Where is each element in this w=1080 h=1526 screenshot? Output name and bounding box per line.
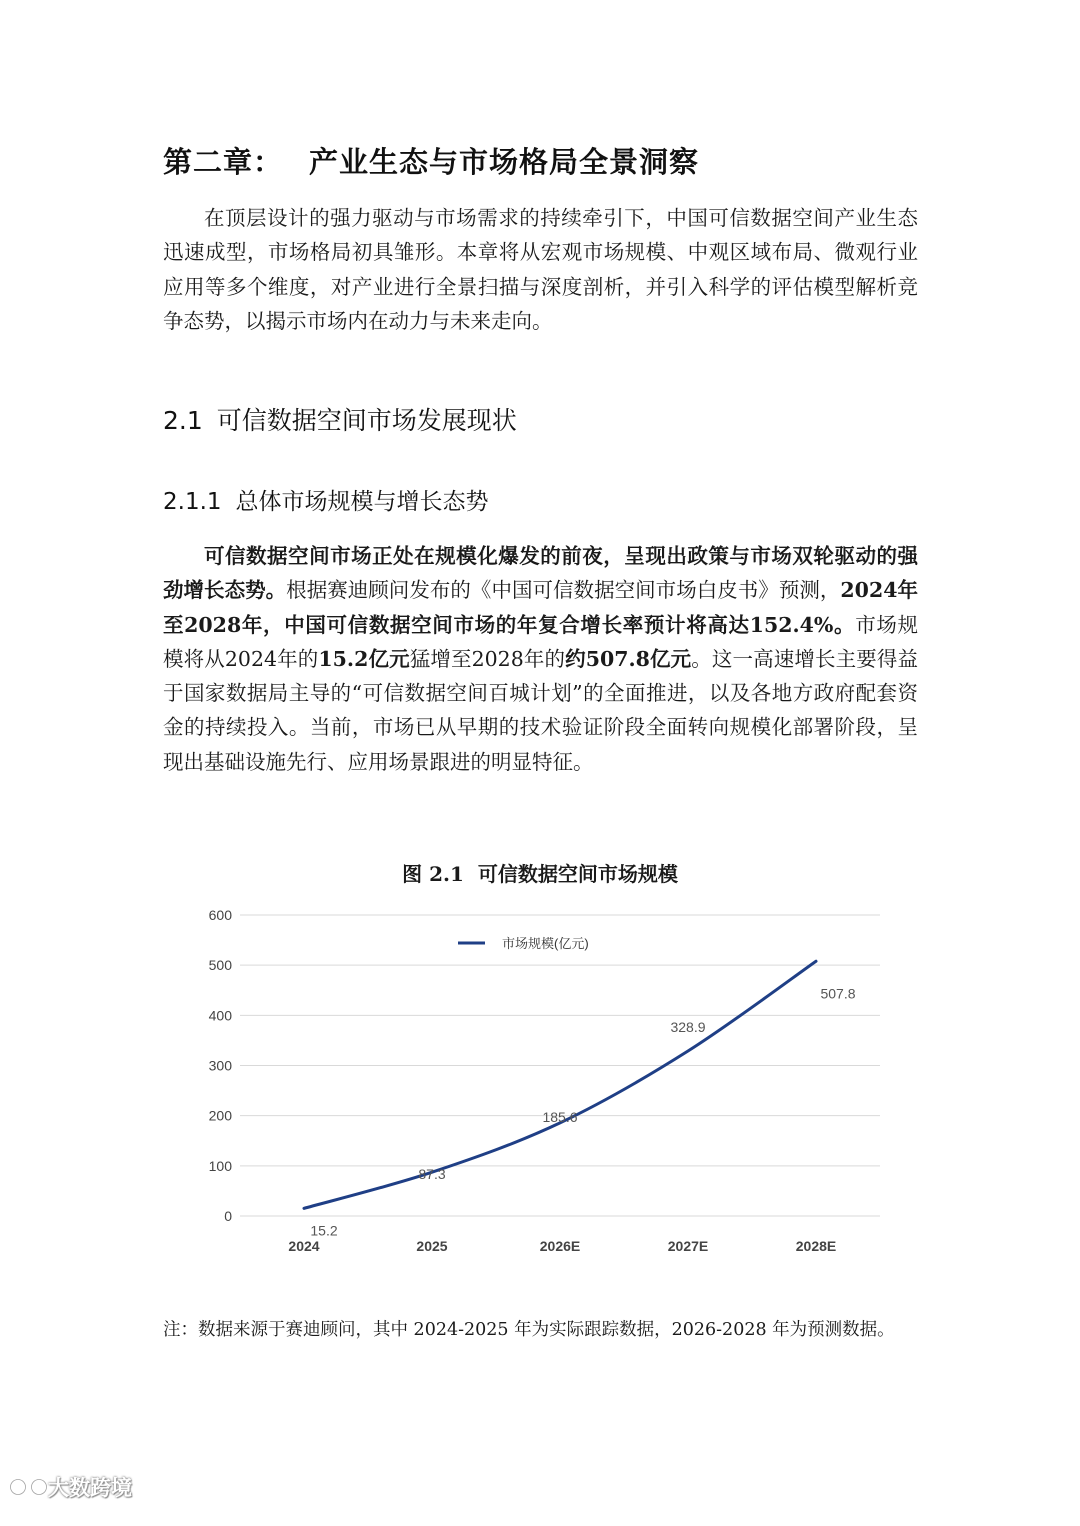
chapter-name: 产业生态与市场格局全景洞察 xyxy=(309,145,700,179)
y-tick-label: 600 xyxy=(208,907,232,923)
intro-paragraph: 在顶层设计的强力驱动与市场需求的持续牵引下，中国可信数据空间产业生态迅速成型，市场格局初具雏形。本章将从宏观市场规模、中观区域布局、微观行业应用等多个维度，对产业进行全景扫描与深度剖析，并引入科学的评估模型解析竞争态势，以揭示市场内在动力与未来走向。 xyxy=(163,206,918,333)
body-paragraph xyxy=(163,539,918,779)
figure-number: 图 2.1 xyxy=(402,862,464,886)
chart-x-axis xyxy=(288,1238,836,1254)
chart-legend xyxy=(458,936,589,951)
legend-label: 市场规模(亿元) xyxy=(502,936,589,951)
x-tick-label: 2028E xyxy=(795,1238,837,1254)
market-size-line-chart xyxy=(180,895,900,1270)
chart-series xyxy=(304,961,816,1208)
x-tick-label: 2025 xyxy=(416,1238,448,1254)
y-tick-label: 200 xyxy=(208,1107,232,1124)
y-tick-label: 500 xyxy=(208,957,232,974)
subsection-title xyxy=(163,483,489,516)
section-name: 可信数据空间市场发展现状 xyxy=(216,406,517,435)
series-line-market-size xyxy=(304,961,816,1208)
y-tick-label: 300 xyxy=(208,1057,232,1074)
body-text-2: 根据赛迪顾问发布的《中国可信数据空间市场白皮书》预测， xyxy=(286,578,841,603)
body-text-5: 。这一高速增长主要得益于国家数据局主导的“可信数据空间百城计划”的全面推进，以及各地方政府配套资金的持续投入。当前，市场已从早期的技术验证阶段全面转向规模化部署阶段，呈现出基础设施先行、应用场景跟进的明显特征。 xyxy=(163,646,919,774)
x-tick-label: 2026E xyxy=(539,1238,581,1254)
figure-title: 可信数据空间市场规模 xyxy=(477,862,678,886)
chart-y-axis xyxy=(209,907,233,1224)
y-tick-label: 100 xyxy=(208,1157,232,1174)
subsection-name: 总体市场规模与增长态势 xyxy=(235,489,489,515)
section-title xyxy=(163,401,517,437)
chapter-number: 第二章： xyxy=(163,145,284,179)
body-bold-lead: 可信数据空间市场正处在规模化爆发的前夜，呈现出政策与市场双轮驱动的强劲增长态势。 xyxy=(163,544,918,603)
data-label: 328.9 xyxy=(670,1019,706,1036)
data-label: 15.2 xyxy=(310,1222,338,1239)
y-tick-label: 400 xyxy=(208,1007,232,1024)
body-bold-cagr: 2024年至2028年，中国可信数据空间市场的年复合增长率预计将高达152.4%。 xyxy=(163,578,919,637)
subsection-number: 2.1.1 xyxy=(163,489,222,515)
watermark xyxy=(10,1467,132,1507)
data-label: 185.6 xyxy=(542,1108,578,1125)
body-bold-value-2028: 约507.8亿元 xyxy=(565,646,692,671)
chart-gridlines xyxy=(240,915,880,1216)
data-label: 507.8 xyxy=(820,985,856,1002)
section-number: 2.1 xyxy=(163,406,203,435)
body-bold-value-2024: 15.2亿元 xyxy=(318,646,410,671)
data-label: 87.3 xyxy=(418,1166,446,1183)
chapter-title xyxy=(163,140,699,181)
x-tick-label: 2027E xyxy=(667,1238,709,1254)
watermark-text: 大数跨境 xyxy=(48,1476,132,1500)
body-text-4: 猛增至2028年的 xyxy=(409,646,566,671)
body-text-3: 市场规模将从2024年的 xyxy=(163,612,919,671)
logo-icon xyxy=(10,1474,48,1500)
y-tick-label: 0 xyxy=(224,1208,232,1224)
figure-note: 注：数据来源于赛迪顾问，其中 2024-2025 年为实际跟踪数据，2026-2028 年为预测数据。 xyxy=(163,1320,895,1340)
figure-caption xyxy=(0,858,1080,887)
x-tick-label: 2024 xyxy=(288,1238,320,1254)
